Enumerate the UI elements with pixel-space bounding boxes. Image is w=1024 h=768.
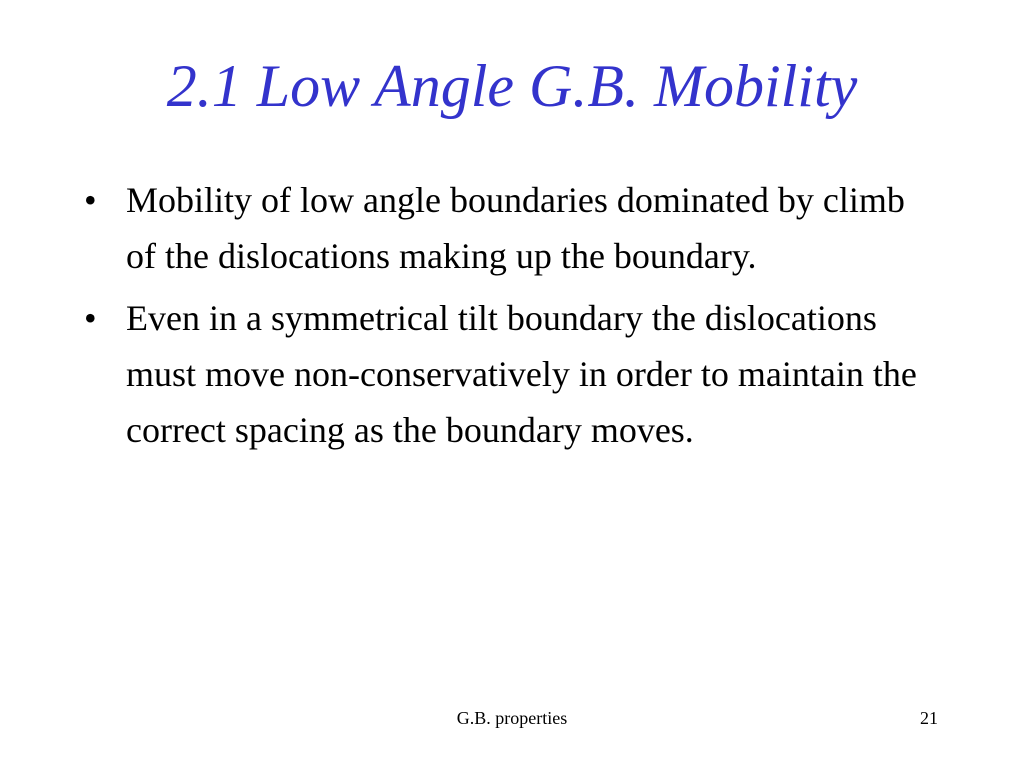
bullet-text: Even in a symmetrical tilt boundary the dislocations must move non-conservatively in order to maintain the correct spacing as the boundary moves.: [126, 298, 917, 450]
page-number: 21: [920, 708, 938, 728]
bullet-dot-icon: •: [84, 180, 97, 220]
bullet-list: [84, 172, 934, 464]
bullet-item: [84, 290, 934, 458]
footer-text: G.B. properties: [456, 708, 568, 728]
bullet-item: [84, 172, 934, 284]
slide-title: 2.1 Low Angle G.B. Mobility: [166, 53, 858, 119]
bullet-dot-icon: •: [84, 298, 97, 338]
bullet-text: Mobility of low angle boundaries dominated by climb of the dislocations making up the boundary.: [126, 180, 905, 276]
